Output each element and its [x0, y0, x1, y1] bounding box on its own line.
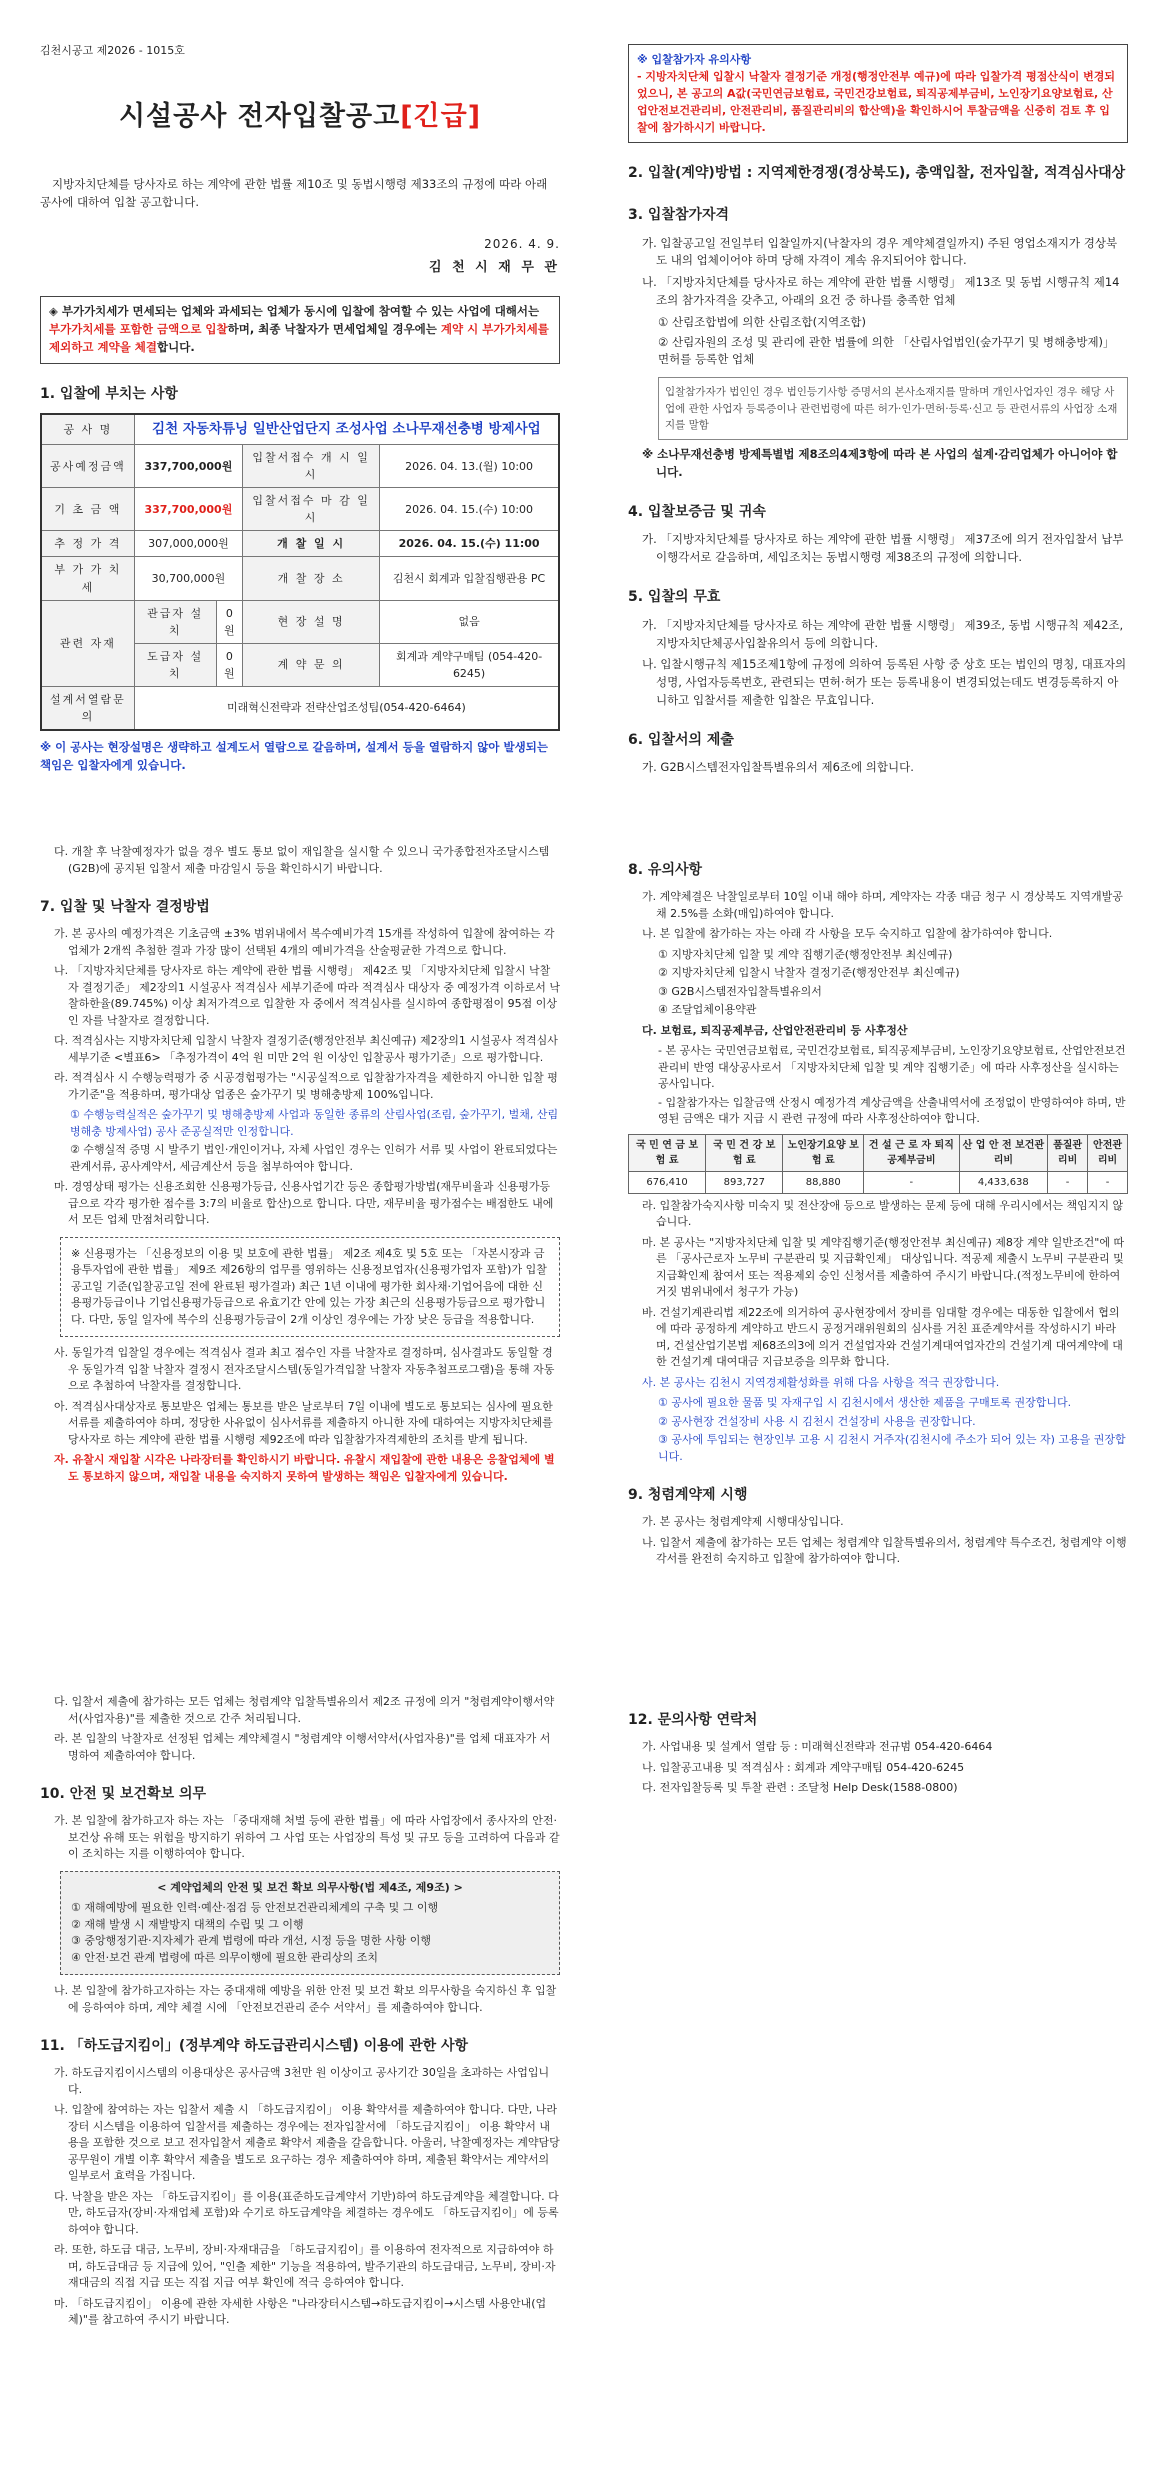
section-12-heading: 12. 문의사항 연락처	[628, 1712, 758, 1728]
page-1	[0, 0, 1168, 780]
site-note: ※ 이 공사는 현장설명은 생략하고 설계도서 열람으로 갈음하며, 설계서 등을 열람하지 않아 발생되는 책임은 입찰자에게 있습니다.	[40, 739, 548, 772]
safety-duty-box: < 계약업체의 안전 및 보건 확보 의무사항(법 제4조, 제9조) > ① 재해예방에 필요한 인력·예산·점검 등 안전보건관리체계의 구축 및 그 이행 ② 재해 발생 시 재발방지 대책의 수립 및 그 이행 ③ 중앙행정기관·지자체가 관계 법령에 따라 개선, 시정 등을 명한 사항 이행 ④ 안전·보건 관계 법령에 따른 의무이행에 필요한 관리상의 조치	[60, 1871, 560, 1976]
page1-right-column: ※ 입찰참가자 유의사항 - 지방자치단체 입찰시 낙찰자 결정기준 개정(행정안전부 예규)에 따라 입찰가격 평점산식이 변경되었으니, 본 공고의 A값(국민연금보험료, 국민건강보험료, 퇴직공제부금비, 노인장기요양보험료, 산업안전보건관리비, 안전관리비, 품질관리비의 합산액)을 확인하시어 투찰금액을 신중히 검토 후 입찰에 참가하시기 바랍니다. 2. 입찰(계약)방법 : 지역제한경쟁(경상북도), 총액입찰, 전자입찰, 적격심사대상 3. 입찰참가자격 가. 입찰공고일 전일부터 입찰일까지(낙찰자의 경우 계약체결일까지) 주된 영업소재지가 경상북도 내의 업체이어야 하며 당해 자격이 계속 유지되어야 합니다. 나. 「지방자치단체를 당사자로 하는 계약에 관한 법률 시행령」 제13조 및 동법 시행규칙 제14조의 참가자격을 갖추고, 아래의 요건 중 하나를 충족한 업체 ① 산림조합법에 의한 산림조합(지역조합) ② 산림자원의 조성 및 관리에 관한 법률에 의한 「산림사업법인(숲가꾸기 및 병해충방제)」 면허를 등록한 업체 입찰참가자가 법인인 경우 법인등기사항 증명서의 본사소재지를 말하며 개인사업자인 경우 해당 사업에 관한 사업자 등록증이나 관련법령에 따른 허가·인가·면허·등록·신고 등 관련서류의 사업장 소재지를 말함 ※ 소나무재선충병 방제특별법 제8조의4제3항에 따라 본 사업의 설계·감리업체가 아니어야 합니다. 4. 입찰보증금 및 귀속 가. 「지방자치단체를 당사자로 하는 계약에 관한 법률 시행령」 제37조에 의거 전자입찰서 납부이행각서로 갈음하며, 세입조치는 동법시행령 제38조의 규정에 의합니다. 5. 입찰의 무효 가. 「지방자치단체를 당사자로 하는 계약에 관한 법률 시행령」 제39조, 동법 시행규칙 제42조, 지방자치단체공사입찰유의서 등에 의합니다. 나. 입찰시행규칙 제15조제1항에 규정에 의하여 등록된 사항 중 상호 또는 법인의 명칭, 대표자의 성명, 사업자등록번호, 관련되는 면허·허가 또는 등록내용이 변경되었는데도 변경등록하지 아니하고 입찰서를 제출한 입찰은 무효입니다. 6. 입찰서의 제출 가. G2B시스템전자입찰특별유의서 제6조에 의합니다.	[628, 0, 1128, 780]
project-name: 김천 자동차튜닝 일반산업단지 조성사업 소나무재선충병 방제사업	[134, 414, 559, 444]
document-number: 김천시공고 제2026 - 1015호	[40, 44, 185, 57]
section-1-heading: 1. 입찰에 부치는 사항	[40, 385, 178, 402]
section-2-heading: 2. 입찰(계약)방법 : 지역제한경쟁(경상북도), 총액입찰, 전자입찰, 적격심사대상	[628, 165, 1126, 182]
intro-paragraph: 지방자치단체를 당사자로 하는 계약에 관한 법률 제10조 및 동법시행령 제33조의 규정에 따라 아래 공사에 대하여 입찰 공고합니다.	[40, 176, 548, 209]
section-9-heading: 9. 청렴계약제 시행	[628, 1487, 748, 1503]
bid-info-table: 공 사 명 김천 자동차튜닝 일반산업단지 조성사업 소나무재선충병 방제사업 공사예정금액 337,700,000원 입찰서접수 개 시 일 시 2026. 04. 13.(월) 10:00 기 초 금 액 337,700,000원 입찰서접수 마 감 일 시 2026. 04. 15.(수) 10:00 추 정 가 격 307,000,000원 개 찰 일 시 2026. 04. 15.(수) 11:00 부 가 가 치 세 30,700,000원 개 찰 장 소 김천시 회계과 입찰집행관용 PC 관련 자재 관급자 설 치 0원 현 장 설 명 없음 도급자 설 치 0원 계 약 문 의 회계과 계약구매팀 (054-420-6245) 설계서열람문의 미래혁신전략과 전략산업조성팀(054-420-6464)	[40, 413, 560, 731]
section-3-heading: 3. 입찰참가자격	[628, 206, 730, 223]
section-6-heading: 6. 입찰서의 제출	[628, 731, 734, 748]
page2-right-column: 8. 유의사항 가. 계약체결은 낙찰일로부터 10일 이내 해야 하며, 계약자는 각종 대금 청구 시 경상북도 지역개발공채 2.5%를 소화(매입)하여야 합니다. 나. 본 입찰에 참가하는 자는 아래 각 사항을 모두 숙지하고 입찰에 참가하여야 합니다. ① 지방자치단체 입찰 및 계약 집행기준(행정안전부 최신예규) ② 지방자치단체 입찰시 낙찰자 결정기준(행정안전부 최신예규) ③ G2B시스템전자입찰특별유의서 ④ 조달업체이용약관 다. 보험료, 퇴직공제부금, 산업안전관리비 등 사후정산 - 본 공사는 국민연금보험료, 국민건강보험료, 퇴직공제부금비, 노인장기요양보험료, 산업안전보건관리비 반영 대상공사로서 「지방자치단체 입찰 및 계약 집행기준」에 따라 사후정산을 실시하는 공사입니다. - 입찰참가자는 입찰금액 산정시 예정가격 계상금액을 산출내역서에 조정없이 반영하여야 하며, 반영된 금액은 대가 지급 시 관련 규정에 따라 사후정산하여야 합니다. 국 민 연 금 보 험 료 국 민 건 강 보 험 료 노인장기요양 보 험 료 건 설 근 로 자 퇴직공제부금비 산 업 안 전 보건관리비 품질관리비 안전관리비 676,410 893,727 88,880 - 4,433,638 - - 라. 입찰참가숙지사항 미숙지 및 전산장애 등으로 발생하는 문제 등에 대해 우리시에서는 책임지지 않습니다. 마. 본 공사는 "지방자치단체 입찰 및 계약집행기준(행정안전부 최신예규) 제8장 계약 일반조건"에 따른 「공사근로자 노무비 구분관리 및 지급확인제」 대상입니다. 적공제 제출시 노무비 구분관리 및 지급확인제 참여서 또는 적용제외 승인 신청서를 제출하여 주시기 바랍니다.(적정노무비에 한하여 거짓 범위내에서 청구가 가능) 바. 건설기계관리법 제22조에 의거하여 공사현장에서 장비를 임대할 경우에는 대동한 입찰에서 협의에 따라 공정하게 계약하고 반드시 공정거래위원회의 심사를 거친 표준계약서를 작성하시기 바라며, 건설산업기본법 제68조의3에 의거 건설업자와 건설기계대여업자간의 건설기계 대여계약에 대한 건설기계 대여대금 지급보증을 의무화 합니다. 사. 본 공사는 김천시 지역경제활성화를 위해 다음 사항을 적극 권장합니다. ① 공사에 필요한 물품 및 자재구입 시 김천시에서 생산한 제품을 구매토록 권장합니다. ② 공사현장 건설장비 사용 시 김천시 건설장비 사용을 권장합니다. ③ 공사에 투입되는 현장인부 고용 시 김천시 거주자(김천시에 주소가 되어 있는 자) 고용을 권장합니다. 9. 청렴계약제 시행 가. 본 공사는 청렴계약제 시행대상입니다. 나. 입찰서 제출에 참가하는 모든 업체는 청렴계약 입찰특별유의서, 청렴계약 특수조건, 청렴계약 이행각서를 완전히 숙지하고 입찰에 참가하여야 합니다.	[628, 862, 1127, 1565]
notice-box: ※ 입찰참가자 유의사항 - 지방자치단체 입찰시 낙찰자 결정기준 개정(행정안전부 예규)에 따라 입찰가격 평점산식이 변경되었으니, 본 공고의 A값(국민연금보험료, 국민건강보험료, 퇴직공제부금비, 노인장기요양보험료, 산업안전보건관리비, 안전관리비, 품질관리비의 합산액)을 확인하시어 투찰금액을 신중히 검토 후 입찰에 참가하시기 바랍니다.	[628, 44, 1128, 143]
page-2	[0, 840, 1168, 1660]
credit-rating-box: ※ 신용평가는 「신용정보의 이용 및 보호에 관한 법률」 제2조 제4호 및 5호 또는 「자본시장과 금융투자업에 관한 법률」 제9조 제26항의 업무를 영위하는 신용정보업자(신용평가업자 포함)가 입찰공고일 기준(입찰공고일 전에 완료된 평가결과) 최근 1년 이내에 평가한 회사채·기업어음에 대한 신용평가등급이나 기업신용평가등급으로 유효기간 안에 있는 가장 최근의 신용평가등급으로 평가합니다. 다만, 동일 일자에 복수의 신용평가등급이 2개 이상인 경우에는 가장 낮은 등급을 적용합니다.	[60, 1237, 560, 1338]
page1-left-column	[40, 0, 560, 780]
announcement-date: 2026. 4. 9.	[484, 237, 560, 252]
vat-warning-box: ◈ 부가가치세가 면세되는 업체와 과세되는 업체가 동시에 입찰에 참여할 수 있는 사업에 대해서는 부가가치세를 포함한 금액으로 입찰하며, 최종 낙찰자가 면세업체일 경우에는 계약 시 부가가치세를 제외하고 계약을 체결합니다.	[40, 296, 560, 363]
page3-right-column: 12. 문의사항 연락처 가. 사업내용 및 설계서 열람 등 : 미래혁신전략과 전규범 054-420-6464 나. 입찰공고내용 및 적격심사 : 회계과 계약구매팀 054-420-6245 다. 전자입찰등록 및 투찰 관련 : 조달청 Help Desk(1588-0800)	[628, 1690, 1128, 1801]
section-5-heading: 5. 입찰의 무효	[628, 589, 721, 606]
section-11-heading: 11. 「하도급지킴이」(정부계약 하도급관리시스템) 이용에 관한 사항	[40, 2038, 469, 2054]
page3-left-column: 다. 입찰서 제출에 참가하는 모든 업체는 청렴계약 입찰특별유의서 제2조 규정에 의거 "청렴계약이행서약서(사업자용)"를 제출한 것으로 간주 처리됩니다. 라. 본 입찰의 낙찰자로 선정된 업체는 계약체결시 "청렴계약 이행서약서(사업자용)"를 업체 대표자가 서명하여 제출하여야 합니다. 10. 안전 및 보건확보 의무 가. 본 입찰에 참가하고자 하는 자는 「중대재해 처벌 등에 관한 법률」에 따라 사업장에서 종사자의 안전·보건상 유해 또는 위험을 방지하기 위하여 그 사업 또는 사업장의 특성 및 규모 등을 고려하여 다음과 같이 조치하는 지를 이행하여야 합니다. < 계약업체의 안전 및 보건 확보 의무사항(법 제4조, 제9조) > ① 재해예방에 필요한 인력·예산·점검 등 안전보건관리체계의 구축 및 그 이행 ② 재해 발생 시 재발방지 대책의 수립 및 그 이행 ③ 중앙행정기관·지자체가 관계 법령에 따라 개선, 시정 등을 명한 사항 이행 ④ 안전·보건 관계 법령에 따른 의무이행에 필요한 관리상의 조치 나. 본 입찰에 참가하고자하는 자는 중대재해 예방을 위한 안전 및 보건 확보 의무사항을 숙지하신 후 입찰에 응하여야 하며, 계약 체결 시에 「안전보건관리 준수 서약서」를 제출하여야 합니다. 11. 「하도급지킴이」(정부계약 하도급관리시스템) 이용에 관한 사항 가. 하도급지킴이시스템의 이용대상은 공사금액 3천만 원 이상이고 공사기간 30일을 초과하는 사업입니다. 나. 입찰에 참여하는 자는 입찰서 제출 시 「하도급지킴이」 이용 확약서를 제출하여야 합니다. 다만, 나라장터 시스템을 이용하여 입찰서를 제출하는 경우에는 전자입찰서에 「하도급지킴이」 이용 확약서 내용을 포함한 것으로 보고 전자입찰서 제출로 확약서 제출을 갈음합니다. 아울러, 낙찰예정자는 계약담당공무원이 개별 이후 확약서 제출을 별도로 요구하는 경우 제출하여야 하며, 제출된 확약서는 계약서의 일부로서 효력을 가집니다. 다. 낙찰을 받은 자는 「하도급지킴이」를 이용(표준하도급계약서 기반)하여 하도급계약을 체결합니다. 다만, 하도급자(장비·자재업체 포함)와 수기로 하도급계약을 체결하는 경우에도 「하도급지킴이」에 등록하여야 합니다. 라. 또한, 하도급 대금, 노무비, 장비·자재대금을 「하도급지킴이」를 이용하여 전자적으로 지급하여야 하며, 하도급대금 등 지급에 있어, "인출 제한" 기능을 적용하여, 발주기관의 하도급대금, 노무비, 장비·자재대금의 직접 지급 또는 직접 지급 여부 확인에 적극 응하여야 합니다. 마. 「하도급지킴이」 이용에 관한 자세한 사항은 "나라장터시스템→하도급지킴이→시스템 사용안내(업체)"를 참고하여 주시기 바랍니다.	[40, 1695, 560, 2326]
page2-left-column: 다. 개찰 후 낙찰예정자가 없을 경우 별도 통보 없이 재입찰을 실시할 수 있으니 국가종합전자조달시스템(G2B)에 공지된 입찰서 제출 마감일시 등을 확인하시기 바랍니다. 7. 입찰 및 낙찰자 결정방법 가. 본 공사의 예정가격은 기초금액 ±3% 범위내에서 복수예비가격 15개를 작성하여 입찰에 참여하는 각 업체가 2개씩 추첨한 결과 가장 많이 선택된 4개의 예비가격을 산술평균한 가격으로 합니다. 나. 「지방자치단체를 당사자로 하는 계약에 관한 법률 시행령」 제42조 및 「지방자치단체 입찰시 낙찰자 결정기준」 제2장의1 시설공사 적격심사 세부기준에 따라 적격심사 대상자 중 예정가격 이하로서 낙찰하한율(89.745%) 이상 최저가격으로 입찰한 자 중에서 적격심사를 실시하여 종합평점이 95점 이상인 자를 낙찰자로 결정합니다. 다. 적격심사는 지방자치단체 입찰시 낙찰자 결정기준(행정안전부 최신예규) 제2장의1 시설공사 적격심사 세부기준 <별표6> 「추정가격이 4억 원 미만 2억 원 이상인 입찰공사 평가기준」으로 평가합니다. 라. 적격심사 시 수행능력평가 중 시공경험평가는 "시공실적으로 입찰참가자격을 제한하지 아니한 입찰 평가기준"을 적용하며, 평가대상 업종은 숲가꾸기 및 병해충방제 100%입니다. ① 수행능력실적은 숲가꾸기 및 병해충방제 사업과 동일한 종류의 산림사업(조림, 숲가꾸기, 벌채, 산림병해충 방제사업) 공사 준공실적만 인정합니다. ② 수행실적 증명 시 발주기 법인·개인이거나, 자체 사업인 경우는 인허가 서류 및 사업이 완료되었다는 관계서류, 공사계약서, 세금계산서 등을 첨부하여야 합니다. 마. 경영상태 평가는 신용조회한 신용평가등급, 신용사업기간 등은 종합평가방법(재무비율과 신용평가등급으로 각각 평가한 점수를 3:7의 비율로 합산)으로 합니다. 다만, 재무비율 평가점수는 배점한도 내에서 모든 업체 만점처리합니다. ※ 신용평가는 「신용정보의 이용 및 보호에 관한 법률」 제2조 제4호 및 5호 또는 「자본시장과 금융투자업에 관한 법률」 제9조 제26항의 업무를 영위하는 신용정보업자(신용평가업자 포함)가 입찰공고일 기준(입찰공고일 전에 완료된 평가결과) 최근 1년 이내에 평가한 회사채·기업어음에 대한 신용평가등급이나 기업신용평가등급으로 유효기간 안에 있는 가장 최근의 신용평가등급으로 평가합니다. 다만, 동일 일자에 복수의 신용평가등급이 2개 이상인 경우에는 가장 낮은 등급을 적용합니다. 사. 동일가격 입찰일 경우에는 적격심사 결과 최고 점수인 자를 낙찰자로 결정하며, 심사결과도 동일할 경우 동일가격 입찰 낙찰자 결정시 전자조달시스템(동일가격입찰 낙찰자 자동추첨프로그램)을 통해 자동으로 추첨하여 낙찰자를 결정합니다. 아. 적격심사대상자로 통보받은 업체는 통보를 받은 날로부터 7일 이내에 별도로 통보되는 심사에 필요한 서류를 제출하여야 하며, 정당한 사유없이 심사서류를 제출하지 아니한 자에 대하여는 지방자치단체를 당사자로 하는 계약에 관한 법률 시행령 제92조에 따라 입찰참가자격제한의 조치를 받게 됩니다. 자. 유찰시 재입찰 시각은 나라장터를 확인하시기 바랍니다. 유찰시 재입찰에 관한 내용은 응찰업체에 별도 통보하지 않으며, 재입찰 내용을 숙지하지 못하여 발생하는 책임은 입찰자에게 있습니다.	[40, 845, 560, 1483]
issuer: 김 천 시 재 무 관	[429, 260, 560, 276]
urgent-tag: [긴급]	[400, 101, 482, 132]
section-10-heading: 10. 안전 및 보건확보 의무	[40, 1786, 207, 1802]
page-3	[0, 1690, 1168, 2478]
location-definition-box: 입찰참가자가 법인인 경우 법인등기사항 증명서의 본사소재지를 말하며 개인사업자인 경우 해당 사업에 관한 사업자 등록증이나 관련법령에 따른 허가·인가·면허·등록·신고 등 관련서류의 사업장 소재지를 말함	[658, 377, 1128, 440]
page-title: 시설공사 전자입찰공고[긴급]	[118, 101, 482, 132]
section-8-heading: 8. 유의사항	[628, 862, 703, 878]
section-7-heading: 7. 입찰 및 낙찰자 결정방법	[40, 899, 210, 915]
section-4-heading: 4. 입찰보증금 및 귀속	[628, 503, 766, 520]
settlement-cost-table: 국 민 연 금 보 험 료 국 민 건 강 보 험 료 노인장기요양 보 험 료 건 설 근 로 자 퇴직공제부금비 산 업 안 전 보건관리비 품질관리비 안전관리비 676,410 893,727 88,880 - 4,433,638 - -	[628, 1134, 1128, 1194]
